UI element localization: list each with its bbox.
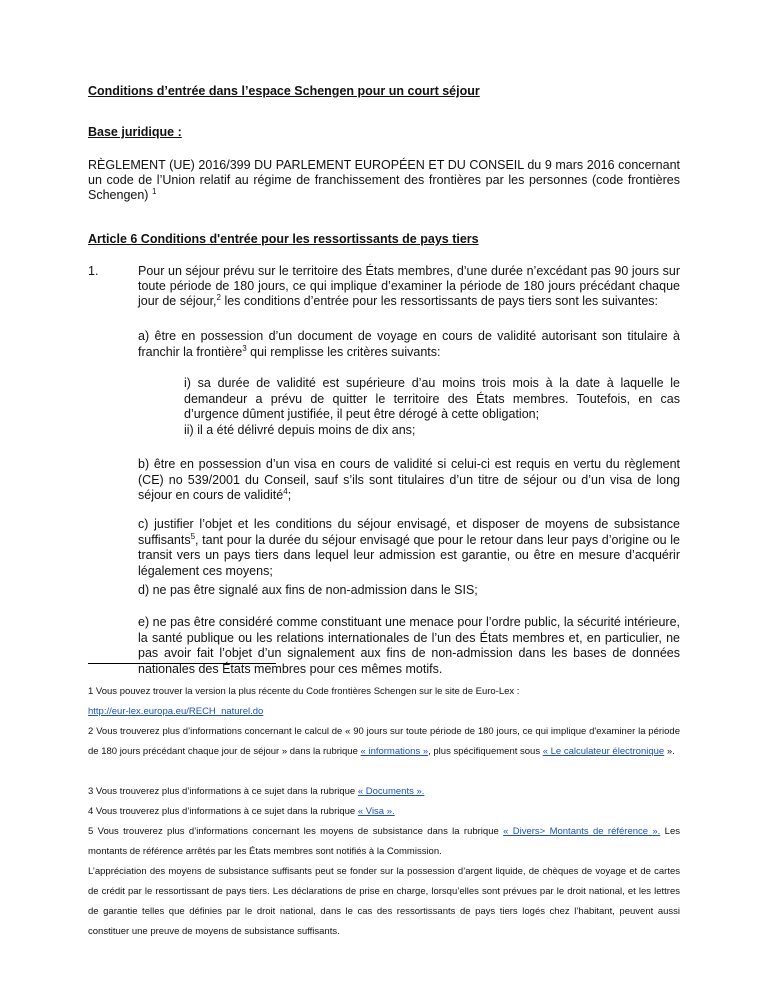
footnote-4 [88, 802, 680, 822]
footnote-2-text: 2 Vous trouverez plus d’informations concernant le calcul de « 90 jours sur toute période de 180 jours, ce qui implique d'examiner la période de 180 jours précédant chaque jour de séjour » dans la rubrique [88, 726, 680, 757]
documents-link[interactable]: « Documents ». [357, 786, 425, 797]
condition-e: e) ne pas être considéré comme constituant une menace pour l’ordre public, la sécurité intérieure, la santé publique ou les relations internationales de l’un des États membres et, en particulier, ne pas avoir fait l’objet d’un signalement aux fins de non-admission dans les bases de données nationales des États membres pour ces mêmes motifs. [138, 615, 680, 676]
footnote-4-text: 4 Vous trouverez plus d’informations à ce sujet dans la rubrique [88, 806, 356, 817]
visa-link[interactable]: « Visa ». [357, 806, 395, 817]
footnote-ref-2[interactable]: 2 [216, 292, 221, 302]
footnote-ref-4[interactable]: 4 [283, 486, 288, 496]
condition-b-text-2: ; [287, 488, 292, 502]
footnote-1 [88, 682, 680, 722]
article-6-heading: Article 6 Conditions d'entrée pour les ressortissants de pays tiers [88, 232, 479, 246]
paragraph-1-text-b: les conditions d’entrée pour les ressortissants de pays tiers sont les suivantes: [220, 294, 659, 308]
reference-amounts-link[interactable]: « Divers> Montants de référence ». [503, 826, 661, 837]
footnote-1-text: 1 Vous pouvez trouver la version la plus récente du Code frontières Schengen sur le site de Euro-Lex : [88, 686, 520, 697]
condition-c-text-1: c) justifier l’objet et les conditions du séjour envisagé, et disposer de moyens de subsistance suffisants [138, 517, 680, 547]
legal-basis-heading: Base juridique : [88, 125, 182, 139]
sub-condition-ii: ii) il a été délivré depuis moins de dix ans; [184, 423, 416, 437]
paragraph-number: 1. [88, 264, 99, 278]
paragraph-1 [138, 264, 680, 309]
regulation-text: RÈGLEMENT (UE) 2016/399 DU PARLEMENT EUROPÉEN ET DU CONSEIL du 9 mars 2016 concernant un code de l’Union relatif au régime de franchissement des frontières par les personnes (code frontières Schengen) [88, 158, 680, 202]
calculator-link[interactable]: « Le calculateur électronique [542, 746, 665, 757]
footnote-2-mid: , plus spécifiquement sous [428, 746, 541, 757]
footnote-5 [88, 822, 680, 862]
condition-c [138, 517, 680, 579]
footnote-3 [88, 782, 680, 802]
eurlex-link[interactable]: http://eur-lex.europa.eu/RECH_naturel.do [88, 706, 264, 717]
sub-condition-i: i) sa durée de validité est supérieure d’au moins trois mois à la date à laquelle le demandeur a prévu de quitter le territoire des États membres. Toutefois, en cas d’urgence dûment justifiée, il peut être dérogé à cette obligation; [184, 376, 680, 421]
footnote-divider [88, 663, 276, 664]
regulation-reference [88, 158, 680, 203]
informations-link[interactable]: « informations » [360, 746, 429, 757]
footnote-2-end: ». [664, 746, 675, 757]
footnote-5-paragraph: L’appréciation des moyens de subsistance suffisants peut se fonder sur la possession d’argent liquide, de chèques de voyage et de cartes de crédit par le ressortissant de pays tiers. Les déclarations de prise en charge, lorsqu’elles sont prévues par le droit national, et les lettres de garantie telles que définies par le droit national, dans le cas des ressortissants de pays tiers logés chez l’habitant, peuvent aussi constituer une preuve de moyens de subsistance suffisants. [88, 866, 680, 937]
document-title: Conditions d’entrée dans l’espace Schengen pour un court séjour [88, 84, 480, 98]
footnote-3-text: 3 Vous trouverez plus d’informations à ce sujet dans la rubrique [88, 786, 356, 797]
footnote-2 [88, 722, 680, 762]
footnote-5-text: 5 Vous trouverez plus d’informations concernant les moyens de subsistance dans la rubrique [88, 826, 499, 837]
condition-b-text-1: b) être en possession d’un visa en cours de validité si celui-ci est requis en vertu du règlement (CE) no 539/2001 du Conseil, sauf s’ils sont titulaires d’un titre de séjour ou d’un visa de long séjour en cours de validité [138, 457, 680, 502]
condition-b [138, 457, 680, 504]
condition-c-text-2: , tant pour la durée du séjour envisagé que pour le retour dans leur pays d’origine ou le transit vers un pays tiers dans lequel leur admission est garantie, ou être en mesure d’acquérir légalement ces moyens; [138, 532, 680, 578]
footnote-ref-1[interactable]: 1 [151, 186, 157, 196]
footnote-ref-3[interactable]: 3 [242, 343, 247, 353]
condition-a-text-1: a) être en possession d’un document de voyage en cours de validité autorisant son titulaire à franchir la frontière [138, 329, 680, 359]
condition-d: d) ne pas être signalé aux fins de non-admission dans le SIS; [138, 583, 478, 597]
footnote-ref-5[interactable]: 5 [190, 531, 196, 541]
condition-a [138, 329, 680, 360]
paragraph-1-text-a: Pour un séjour prévu sur le territoire des États membres, d’une durée n’excédant pas 90 jours sur toute période de 180 jours, ce qui implique d’examiner la période de 180 jours précédant chaque jour de séjour, [138, 264, 680, 308]
footnote-5-end: Les montants de référence arrêtés par les États membres sont notifiés à la Commission. [88, 826, 680, 857]
condition-a-text-2: qui remplisse les critères suivants: [246, 344, 441, 359]
